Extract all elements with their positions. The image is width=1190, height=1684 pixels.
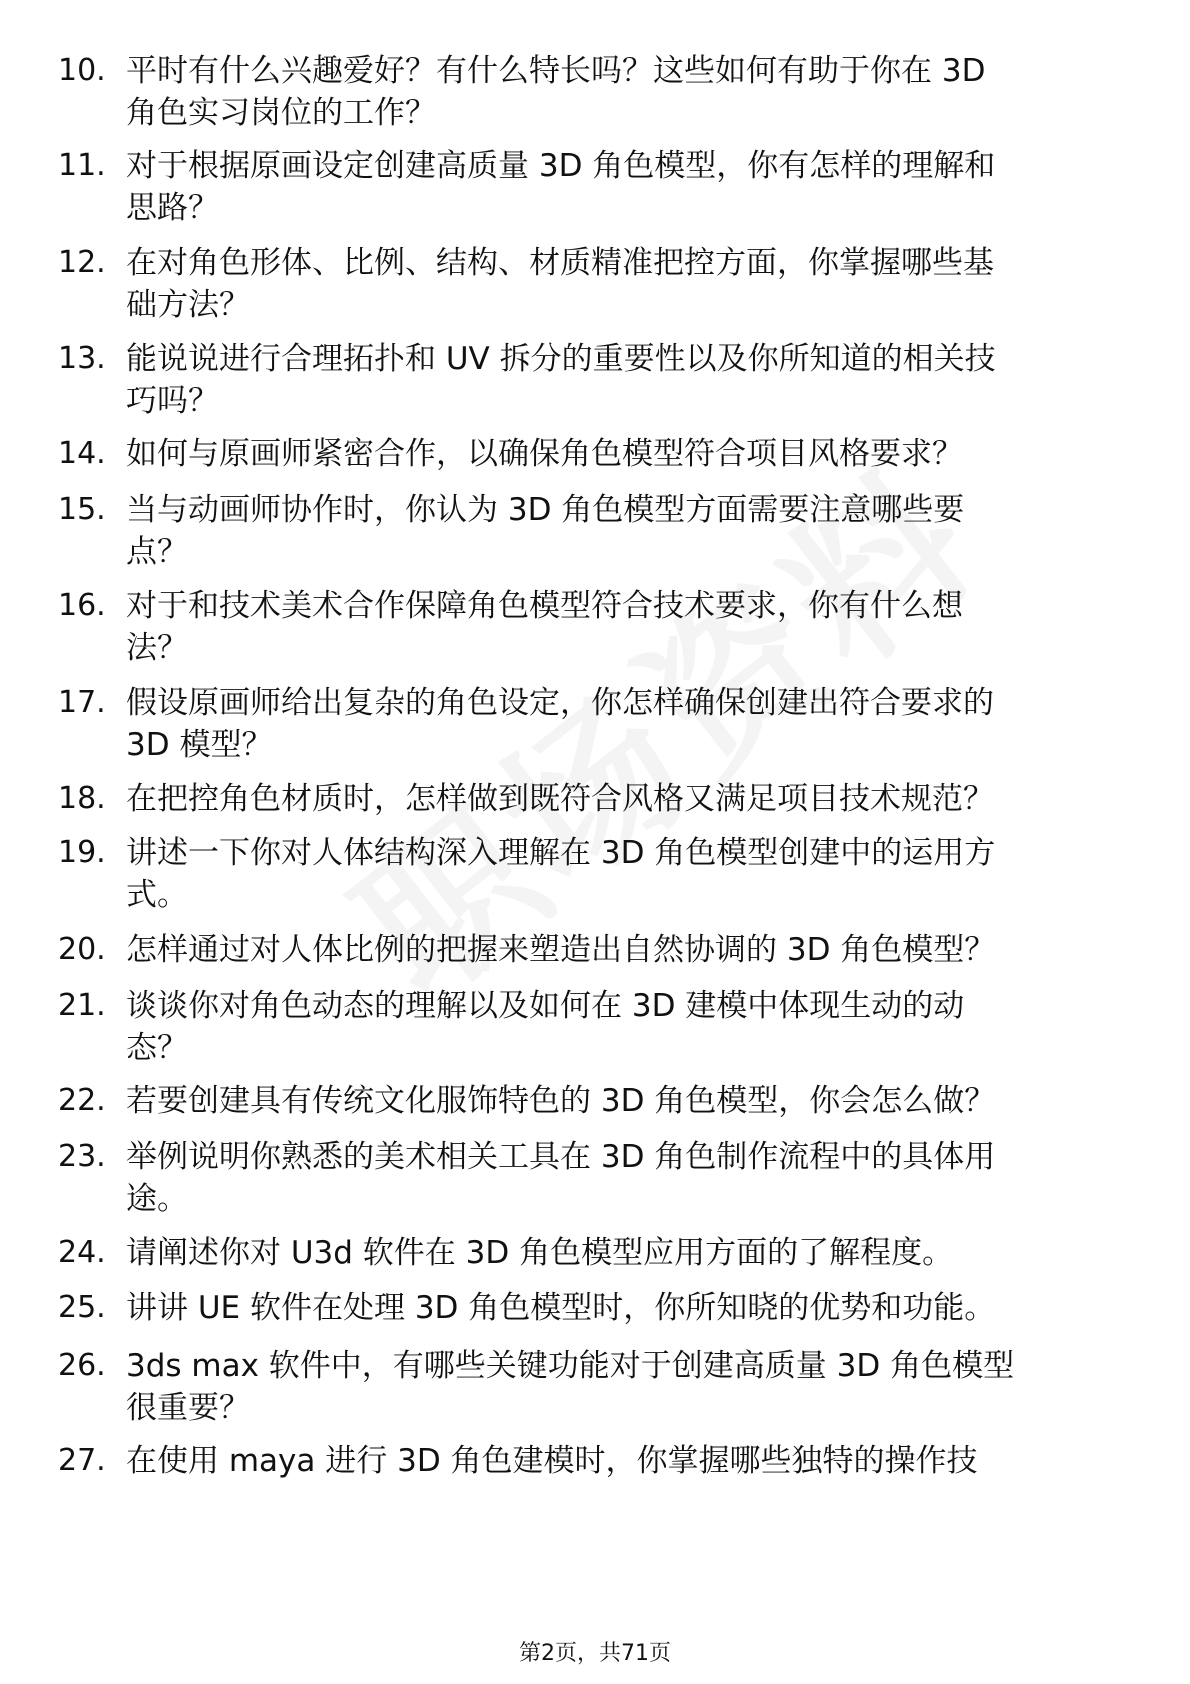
question-text xyxy=(126,145,1111,229)
question-text-line: 讲述一下你对人体结构深入理解在 3D 角色模型创建中的运用方 xyxy=(126,835,996,871)
question-text-line: 在对角色形体、比例、结构、材质精准把控方面，你掌握哪些基 xyxy=(126,245,994,281)
question-number: 13. xyxy=(58,341,106,376)
question-number: 24. xyxy=(58,1235,106,1270)
question-number: 15. xyxy=(58,492,106,527)
question-text xyxy=(126,1232,1111,1274)
question-text-line: 思路？ xyxy=(126,190,219,226)
question-text-line: 谈谈你对角色动态的理解以及如何在 3D 建模中体现生动的动 xyxy=(126,988,965,1024)
question-text xyxy=(126,242,1111,326)
question-number: 21. xyxy=(58,988,106,1023)
question-text xyxy=(126,1440,1111,1482)
question-text-line: 对于和技术美术合作保障角色模型符合技术要求，你有什么想 xyxy=(126,588,963,624)
question-text xyxy=(126,778,1111,820)
question-number: 14. xyxy=(58,436,106,471)
question-text-line: 角色实习岗位的工作？ xyxy=(126,95,436,131)
question-number: 18. xyxy=(58,781,106,816)
question-text-line: 如何与原画师紧密合作，以确保角色模型符合项目风格要求？ xyxy=(126,436,963,472)
question-text xyxy=(126,832,1111,916)
question-number: 17. xyxy=(58,685,106,720)
question-text-line: 能说说进行合理拓扑和 UV 拆分的重要性以及你所知道的相关技 xyxy=(126,341,996,377)
question-text-line: 点？ xyxy=(126,534,188,570)
question-text-line: 式。 xyxy=(126,877,188,913)
question-number: 23. xyxy=(58,1139,106,1174)
question-number: 16. xyxy=(58,588,106,623)
question-number: 27. xyxy=(58,1443,106,1478)
question-text-line: 3ds max 软件中，有哪些关键功能对于创建高质量 3D 角色模型 xyxy=(126,1348,1015,1384)
question-number: 20. xyxy=(58,932,106,967)
question-text-line: 巧吗？ xyxy=(126,383,219,419)
question-text xyxy=(126,489,1111,573)
question-number: 19. xyxy=(58,835,106,870)
question-text xyxy=(126,50,1111,134)
question-text xyxy=(126,1345,1111,1429)
question-text-line: 很重要？ xyxy=(126,1390,250,1426)
question-number: 12. xyxy=(58,245,106,280)
question-text xyxy=(126,1080,1111,1122)
question-number: 25. xyxy=(58,1290,106,1325)
question-text xyxy=(126,1287,1111,1329)
question-text-line: 对于根据原画设定创建高质量 3D 角色模型，你有怎样的理解和 xyxy=(126,148,996,184)
question-text-line: 举例说明你熟悉的美术相关工具在 3D 角色制作流程中的具体用 xyxy=(126,1139,996,1175)
question-text-line: 在使用 maya 进行 3D 角色建模时，你掌握哪些独特的操作技 xyxy=(126,1443,978,1479)
page-footer: 第2页，共71页 xyxy=(519,1641,671,1666)
question-number: 22. xyxy=(58,1083,106,1118)
question-text xyxy=(126,1136,1111,1220)
question-text-line: 础方法？ xyxy=(126,287,250,323)
question-text xyxy=(126,433,1111,475)
question-text-line: 态？ xyxy=(126,1030,188,1066)
question-text-line: 在把控角色材质时，怎样做到既符合风格又满足项目技术规范？ xyxy=(126,781,994,817)
question-text xyxy=(126,682,1111,766)
question-text-line: 若要创建具有传统文化服饰特色的 3D 角色模型，你会怎么做？ xyxy=(126,1083,996,1119)
question-text-line: 讲讲 UE 软件在处理 3D 角色模型时，你所知晓的优势和功能。 xyxy=(126,1290,996,1326)
question-text-line: 法？ xyxy=(126,630,188,666)
question-number: 10. xyxy=(58,53,106,88)
question-text-line: 3D 模型？ xyxy=(126,727,273,763)
question-text-line: 当与动画师协作时，你认为 3D 角色模型方面需要注意哪些要 xyxy=(126,492,965,528)
question-number: 26. xyxy=(58,1348,106,1383)
question-text-line: 怎样通过对人体比例的把握来塑造出自然协调的 3D 角色模型？ xyxy=(126,932,996,968)
question-text xyxy=(126,929,1111,971)
question-text-line: 平时有什么兴趣爱好？有什么特长吗？这些如何有助于你在 3D xyxy=(126,53,986,89)
question-text-line: 请阐述你对 U3d 软件在 3D 角色模型应用方面的了解程度。 xyxy=(126,1235,954,1271)
question-text xyxy=(126,585,1111,669)
question-text-line: 假设原画师给出复杂的角色设定，你怎样确保创建出符合要求的 xyxy=(126,685,994,721)
question-number: 11. xyxy=(58,148,106,183)
question-text xyxy=(126,985,1111,1069)
question-text-line: 途。 xyxy=(126,1181,188,1217)
question-text xyxy=(126,338,1111,422)
